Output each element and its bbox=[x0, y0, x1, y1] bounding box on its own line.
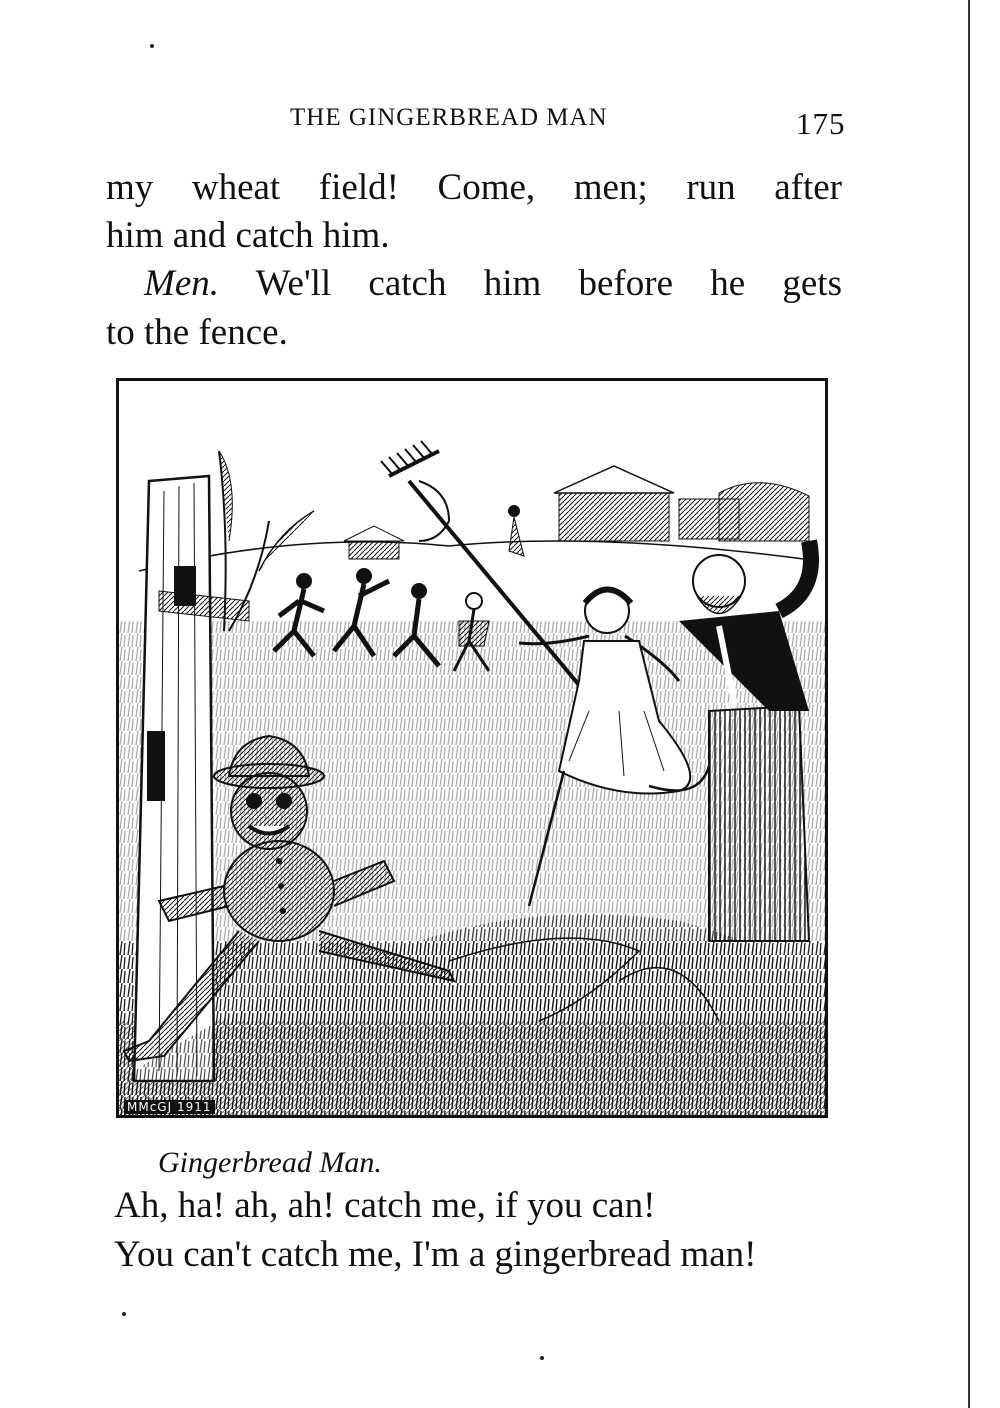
illustration-drawing bbox=[119, 381, 825, 1115]
running-header: THE GINGERBREAD MAN bbox=[290, 104, 608, 131]
verse-line-1: Ah, ha! ah, ah! catch me, if you can! bbox=[114, 1185, 656, 1226]
verse-line-2: You can't catch me, I'm a gingerbread man! bbox=[114, 1234, 757, 1275]
illustration bbox=[116, 378, 828, 1118]
page-edge-line bbox=[968, 0, 970, 1408]
artist-signature: MMcGJ 1911 bbox=[124, 1100, 215, 1114]
verse-speaker: Gingerbread Man. bbox=[158, 1146, 382, 1179]
text-line-2: him and catch him. bbox=[106, 215, 390, 256]
farmhouse-drawing bbox=[344, 466, 809, 559]
print-speck bbox=[122, 1312, 126, 1316]
page-number: 175 bbox=[796, 106, 846, 141]
text-line-3-content: We'll catch him before he gets bbox=[255, 263, 842, 304]
print-speck bbox=[150, 44, 154, 48]
text-line-1: my wheat field! Come, men; run after bbox=[106, 167, 842, 208]
text-line-3 bbox=[106, 262, 842, 305]
speaker-men: Men. bbox=[144, 263, 219, 304]
text-line-4: to the fence. bbox=[106, 312, 288, 353]
print-speck bbox=[540, 1356, 544, 1360]
